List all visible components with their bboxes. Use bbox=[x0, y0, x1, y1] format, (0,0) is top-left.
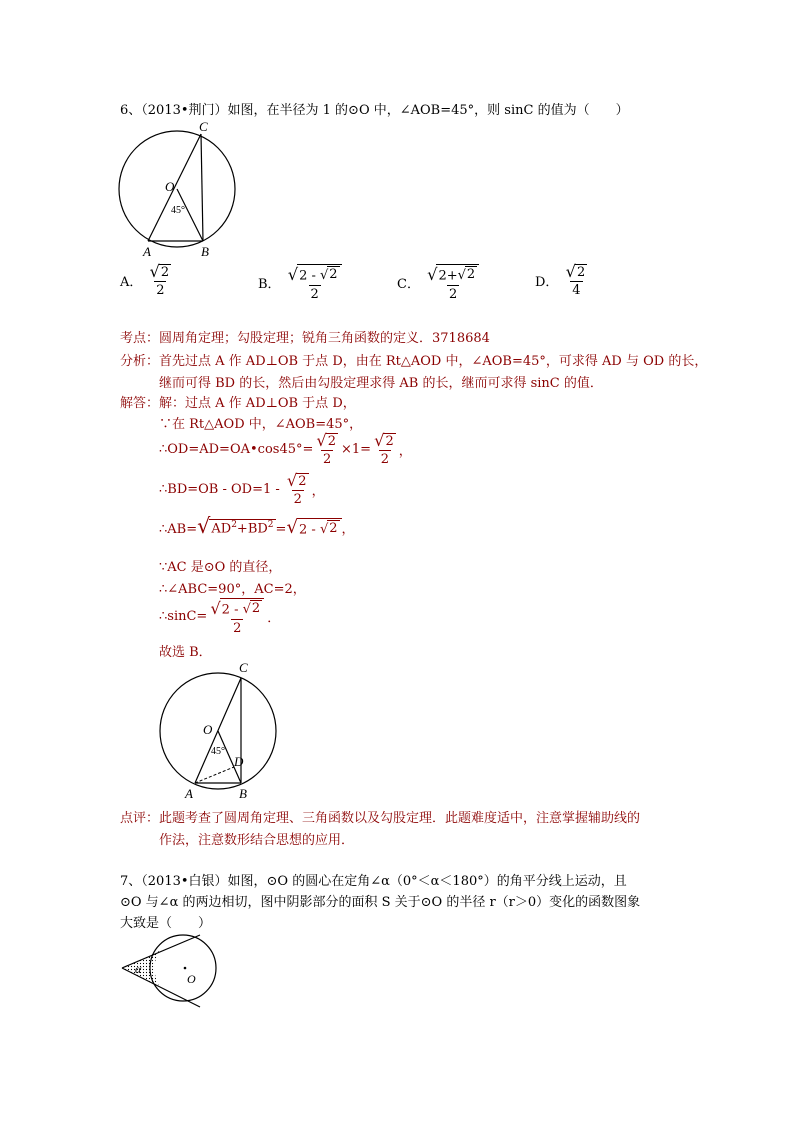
step8: 故选 B． bbox=[159, 645, 212, 660]
fig1-label-c: C bbox=[199, 119, 208, 134]
option-a[interactable] bbox=[120, 264, 174, 297]
option-a-letter: A． bbox=[120, 275, 143, 291]
q7-line2: ⊙O 与∠α 的两边相切，图中阴影部分的面积 S 关于⊙O 的半径 r（r＞0）变化的函数图象 bbox=[120, 895, 641, 910]
step2: ∴OD=AD=OA•cos45°= √ 2 2 ×1= √ 2 2 ， bbox=[159, 431, 412, 468]
option-c[interactable] bbox=[397, 264, 482, 301]
dianping-label: 点评： bbox=[120, 811, 160, 826]
q6-figure bbox=[115, 118, 250, 263]
fig1-label-b: B bbox=[201, 244, 209, 259]
option-b-num: 2 - bbox=[299, 268, 320, 284]
option-a-den: 2 bbox=[156, 283, 165, 299]
fig1-label-o: O bbox=[165, 179, 175, 194]
option-c-fraction: √ 2+ √ 2 2 bbox=[425, 264, 481, 301]
option-d-num: 2 bbox=[576, 265, 586, 280]
fenxi-line2: 继而可得 BD 的长，然后由勾股定理求得 AB 的长，继而可求得 sinC 的值． bbox=[159, 376, 603, 391]
step3: ∴BD=OB - OD=1 - √ 2 2 ， bbox=[159, 471, 325, 508]
jieda-line1: 解：过点 A 作 AD⊥OB 于点 D， bbox=[159, 396, 356, 411]
q7-line1: 7、（2013•白银）如图，⊙O 的圆心在定角∠α（0°＜α＜180°）的角平分线上运动，且 bbox=[120, 874, 627, 889]
step3-prefix: ∴BD=OB - OD=1 - bbox=[159, 482, 284, 498]
step5: ∵AC 是⊙O 的直径， bbox=[159, 560, 282, 575]
option-d-den: 4 bbox=[572, 283, 581, 299]
dianping bbox=[120, 807, 640, 826]
q6-solution-figure bbox=[155, 658, 290, 803]
step7: ∴sinC= √ 2 - √ 2 2 ． bbox=[159, 599, 281, 636]
option-d[interactable] bbox=[535, 264, 590, 297]
q7-alpha-label: α bbox=[135, 962, 142, 976]
option-a-num: 2 bbox=[160, 265, 170, 280]
option-c-num-inner: 2 bbox=[466, 267, 476, 282]
fig2-label-c: C bbox=[239, 660, 248, 675]
jieda bbox=[120, 392, 356, 411]
option-d-fraction: √ 2 4 bbox=[565, 262, 586, 299]
fenxi-label: 分析： bbox=[120, 354, 160, 369]
q7-line3: 大致是（ ） bbox=[120, 916, 212, 931]
fig2-angle-label: 45° bbox=[211, 746, 225, 757]
step7-prefix: ∴sinC= bbox=[159, 608, 208, 624]
option-b-fraction: √ 2 - √ 2 2 bbox=[286, 264, 344, 301]
option-b-num-inner: 2 bbox=[329, 267, 338, 282]
option-a-fraction: √ 2 2 bbox=[149, 262, 170, 299]
step4-prefix: ∴AB= bbox=[159, 522, 198, 538]
q7-o-label: O bbox=[187, 972, 196, 986]
option-b[interactable] bbox=[258, 264, 345, 301]
step4: ∴AB= √ $AD^2+BD^2$ = √ 2 - √ 2 ， bbox=[159, 514, 355, 538]
step6: ∴∠ABC=90°，AC=2， bbox=[159, 582, 306, 597]
option-c-num: 2+ bbox=[438, 268, 458, 284]
fenxi bbox=[120, 350, 707, 369]
q7-figure bbox=[118, 935, 228, 1015]
fig2-label-o: O bbox=[203, 722, 213, 737]
fig2-label-a: A bbox=[185, 786, 193, 801]
jieda-label: 解答： bbox=[120, 396, 160, 411]
fig1-label-a: A bbox=[143, 244, 151, 259]
dianping-line1: 此题考查了圆周角定理、三角函数以及勾股定理．此题难度适中，注意掌握辅助线的 bbox=[159, 811, 641, 826]
dianping-line2: 作法，注意数形结合思想的应用． bbox=[159, 833, 355, 848]
q6-stem: 6、（2013•荆门）如图，在半径为 1 的⊙O 中，∠AOB=45°，则 sinC 的值为（ ） bbox=[120, 103, 629, 118]
fenxi-line1: 首先过点 A 作 AD⊥OB 于点 D，由在 Rt△AOD 中，∠AOB=45°，可求得 AD 与 OD 的长， bbox=[159, 354, 708, 369]
option-b-den: 2 bbox=[310, 286, 319, 302]
fig2-label-d: D bbox=[234, 754, 244, 769]
kaodian-text: 圆周角定理；勾股定理；锐角三角函数的定义．3718684 bbox=[159, 331, 490, 346]
fig2-label-b: B bbox=[239, 786, 247, 801]
fig1-angle-label: 45° bbox=[171, 205, 185, 216]
option-c-letter: C． bbox=[397, 276, 420, 292]
step2-prefix: ∴OD=AD=OA•cos45°= bbox=[159, 442, 314, 458]
option-d-letter: D． bbox=[535, 275, 559, 291]
step1: ∵在 Rt△AOD 中，∠AOB=45°， bbox=[159, 417, 363, 432]
kaodian bbox=[120, 327, 490, 346]
kaodian-label: 考点： bbox=[120, 331, 160, 346]
option-b-letter: B． bbox=[258, 276, 281, 292]
option-c-den: 2 bbox=[449, 286, 458, 302]
